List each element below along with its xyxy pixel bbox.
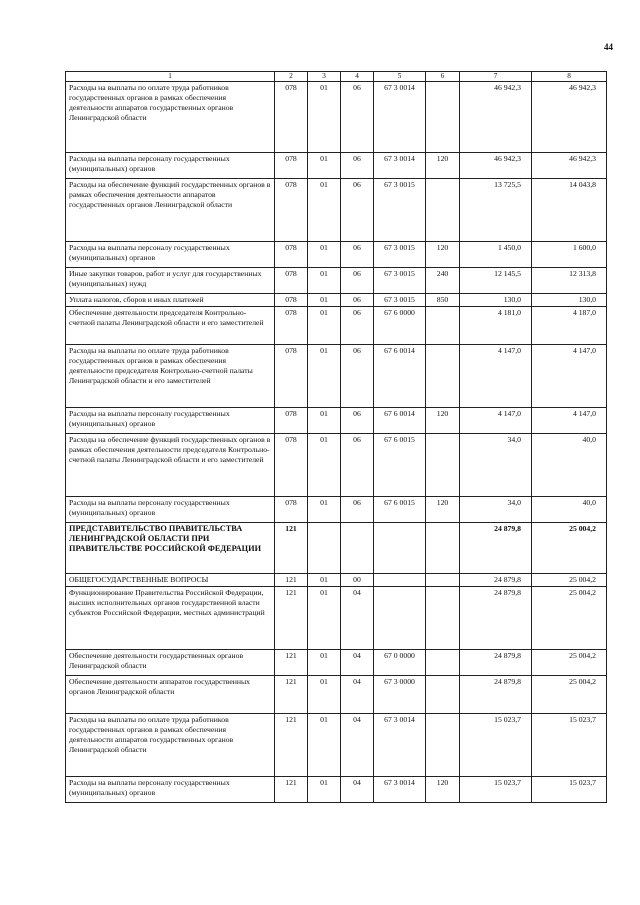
amount-year-2-cell: 46 942,3 — [532, 82, 607, 153]
amount-year-2-cell: 40,0 — [532, 497, 607, 523]
table-row — [66, 268, 607, 294]
target-item-cell: 67 6 0014 — [374, 345, 426, 408]
subsection-code-cell: 06 — [341, 268, 374, 294]
section-code-cell: 01 — [308, 153, 341, 179]
subsection-code-cell: 04 — [341, 676, 374, 714]
row-name-cell: Расходы на выплаты персоналу государственных (муниципальных) органов — [66, 777, 275, 803]
row-name-cell: Расходы на выплаты по оплате труда работников государственных органов в рамках обеспечения деятельности председателя Контрольно-счетной палаты Ленинградской области и его заместителей — [66, 345, 275, 408]
table-row — [66, 650, 607, 676]
row-name-cell: Расходы на выплаты персоналу государственных (муниципальных) органов — [66, 408, 275, 434]
chapter-code-cell: 078 — [275, 82, 308, 153]
amount-year-2-cell: 4 147,0 — [532, 408, 607, 434]
chapter-code-cell: 121 — [275, 714, 308, 777]
target-item-cell: 67 0 0000 — [374, 650, 426, 676]
expense-type-cell: 120 — [426, 153, 460, 179]
expense-type-cell: 120 — [426, 497, 460, 523]
section-code-cell: 01 — [308, 587, 341, 650]
row-name-cell: Расходы на выплаты персоналу государственных (муниципальных) органов — [66, 153, 275, 179]
chapter-code-cell: 078 — [275, 497, 308, 523]
amount-year-1-cell: 4 181,0 — [460, 307, 532, 345]
table-row — [66, 408, 607, 434]
amount-year-1-cell: 24 879,8 — [460, 676, 532, 714]
amount-year-2-cell: 15 023,7 — [532, 777, 607, 803]
subsection-code-cell: 06 — [341, 153, 374, 179]
subsection-code-cell: 06 — [341, 497, 374, 523]
target-item-cell: 67 3 0015 — [374, 294, 426, 307]
target-item-cell: 67 3 0014 — [374, 714, 426, 777]
amount-year-2-cell: 4 147,0 — [532, 345, 607, 408]
column-number: 3 — [308, 72, 341, 82]
amount-year-2-cell: 25 004,2 — [532, 676, 607, 714]
chapter-code-cell: 078 — [275, 153, 308, 179]
expense-type-cell — [426, 82, 460, 153]
table-row — [66, 714, 607, 777]
section-code-cell: 01 — [308, 714, 341, 777]
section-code-cell: 01 — [308, 307, 341, 345]
row-name-cell: Расходы на выплаты персоналу государственных (муниципальных) органов — [66, 242, 275, 268]
subsection-code-cell: 06 — [341, 345, 374, 408]
table-row — [66, 153, 607, 179]
target-item-cell — [374, 523, 426, 574]
amount-year-1-cell: 24 879,8 — [460, 574, 532, 587]
amount-year-1-cell: 12 145,5 — [460, 268, 532, 294]
chapter-code-cell: 078 — [275, 345, 308, 408]
amount-year-1-cell: 46 942,3 — [460, 153, 532, 179]
target-item-cell: 67 3 0015 — [374, 242, 426, 268]
expense-type-cell — [426, 523, 460, 574]
column-number-row — [66, 72, 607, 82]
amount-year-1-cell: 46 942,3 — [460, 82, 532, 153]
expense-type-cell — [426, 574, 460, 587]
amount-year-1-cell: 4 147,0 — [460, 345, 532, 408]
target-item-cell: 67 6 0014 — [374, 408, 426, 434]
chapter-code-cell: 078 — [275, 408, 308, 434]
subsection-code-cell: 00 — [341, 574, 374, 587]
amount-year-1-cell: 34,0 — [460, 497, 532, 523]
row-name-cell: Функционирование Правительства Российской Федерации, высших исполнительных органов государственной власти субъектов Российской Федерации, местных администраций — [66, 587, 275, 650]
expense-type-cell: 850 — [426, 294, 460, 307]
amount-year-2-cell: 15 023,7 — [532, 714, 607, 777]
amount-year-2-cell: 14 043,8 — [532, 179, 607, 242]
amount-year-2-cell: 130,0 — [532, 294, 607, 307]
section-code-cell: 01 — [308, 242, 341, 268]
row-name-cell: Расходы на обеспечение функций государственных органов в рамках обеспечения деятельности аппаратов государственных органов Ленинградской области — [66, 179, 275, 242]
column-number: 1 — [66, 72, 275, 82]
table-row — [66, 294, 607, 307]
section-code-cell: 01 — [308, 777, 341, 803]
chapter-code-cell: 121 — [275, 676, 308, 714]
subsection-code-cell — [341, 523, 374, 574]
target-item-cell: 67 3 0014 — [374, 82, 426, 153]
column-number: 7 — [460, 72, 532, 82]
amount-year-2-cell: 25 004,2 — [532, 523, 607, 574]
expense-type-cell — [426, 676, 460, 714]
target-item-cell: 67 3 0015 — [374, 179, 426, 242]
amount-year-1-cell: 34,0 — [460, 434, 532, 497]
chapter-code-cell: 078 — [275, 294, 308, 307]
section-code-cell: 01 — [308, 408, 341, 434]
table-row — [66, 179, 607, 242]
section-code-cell — [308, 523, 341, 574]
expense-type-cell — [426, 307, 460, 345]
table-row — [66, 497, 607, 523]
subsection-code-cell: 06 — [341, 307, 374, 345]
row-name-cell: Расходы на выплаты по оплате труда работников государственных органов в рамках обеспечения деятельности аппаратов государственных органов Ленинградской области — [66, 714, 275, 777]
row-name-cell: Расходы на выплаты персоналу государственных (муниципальных) органов — [66, 497, 275, 523]
subsection-code-cell: 06 — [341, 82, 374, 153]
expense-type-cell — [426, 714, 460, 777]
section-code-cell: 01 — [308, 434, 341, 497]
row-name-cell: ПРЕДСТАВИТЕЛЬСТВО ПРАВИТЕЛЬСТВА ЛЕНИНГРАДСКОЙ ОБЛАСТИ ПРИ ПРАВИТЕЛЬСТВЕ РОССИЙСКОЙ ФЕДЕРАЦИИ — [66, 523, 275, 574]
table-row — [66, 434, 607, 497]
table-row — [66, 574, 607, 587]
amount-year-1-cell: 24 879,8 — [460, 587, 532, 650]
chapter-code-cell: 121 — [275, 523, 308, 574]
row-name-cell: ОБЩЕГОСУДАРСТВЕННЫЕ ВОПРОСЫ — [66, 574, 275, 587]
row-name-cell: Обеспечение деятельности председателя Контрольно-счетной палаты Ленинградской области и его заместителей — [66, 307, 275, 345]
column-number: 5 — [374, 72, 426, 82]
expense-type-cell — [426, 179, 460, 242]
chapter-code-cell: 078 — [275, 434, 308, 497]
subsection-code-cell: 04 — [341, 714, 374, 777]
expense-type-cell — [426, 434, 460, 497]
subsection-code-cell: 04 — [341, 777, 374, 803]
amount-year-1-cell: 130,0 — [460, 294, 532, 307]
section-code-cell: 01 — [308, 82, 341, 153]
target-item-cell: 67 3 0014 — [374, 153, 426, 179]
row-name-cell: Обеспечение деятельности государственных органов Ленинградской области — [66, 650, 275, 676]
amount-year-2-cell: 46 942,3 — [532, 153, 607, 179]
chapter-code-cell: 078 — [275, 268, 308, 294]
amount-year-2-cell: 40,0 — [532, 434, 607, 497]
expense-type-cell: 120 — [426, 242, 460, 268]
subsection-code-cell: 06 — [341, 242, 374, 268]
target-item-cell: 67 6 0000 — [374, 307, 426, 345]
page-number: 44 — [604, 42, 613, 52]
expense-type-cell: 120 — [426, 777, 460, 803]
section-code-cell: 01 — [308, 268, 341, 294]
target-item-cell — [374, 587, 426, 650]
amount-year-2-cell: 4 187,0 — [532, 307, 607, 345]
subsection-code-cell: 06 — [341, 408, 374, 434]
table-row — [66, 523, 607, 574]
row-name-cell: Уплата налогов, сборов и иных платежей — [66, 294, 275, 307]
amount-year-1-cell: 15 023,7 — [460, 714, 532, 777]
amount-year-1-cell: 13 725,5 — [460, 179, 532, 242]
chapter-code-cell: 078 — [275, 307, 308, 345]
target-item-cell: 67 6 0015 — [374, 497, 426, 523]
column-number: 4 — [341, 72, 374, 82]
column-number: 8 — [532, 72, 607, 82]
amount-year-2-cell: 25 004,2 — [532, 587, 607, 650]
amount-year-1-cell: 24 879,8 — [460, 650, 532, 676]
subsection-code-cell: 06 — [341, 434, 374, 497]
amount-year-2-cell: 25 004,2 — [532, 650, 607, 676]
table-row — [66, 676, 607, 714]
amount-year-2-cell: 25 004,2 — [532, 574, 607, 587]
section-code-cell: 01 — [308, 676, 341, 714]
row-name-cell: Расходы на выплаты по оплате труда работников государственных органов в рамках обеспечения деятельности аппаратов государственных органов Ленинградской области — [66, 82, 275, 153]
chapter-code-cell: 121 — [275, 777, 308, 803]
chapter-code-cell: 078 — [275, 179, 308, 242]
chapter-code-cell: 121 — [275, 574, 308, 587]
amount-year-2-cell: 1 600,0 — [532, 242, 607, 268]
chapter-code-cell: 121 — [275, 587, 308, 650]
amount-year-1-cell: 1 450,0 — [460, 242, 532, 268]
section-code-cell: 01 — [308, 179, 341, 242]
row-name-cell: Расходы на обеспечение функций государственных органов в рамках обеспечения деятельности председателя Контрольно-счетной палаты Ленинградской области и его заместителей — [66, 434, 275, 497]
subsection-code-cell: 04 — [341, 587, 374, 650]
expense-type-cell: 120 — [426, 408, 460, 434]
column-number: 6 — [426, 72, 460, 82]
chapter-code-cell: 078 — [275, 242, 308, 268]
target-item-cell — [374, 574, 426, 587]
section-code-cell: 01 — [308, 574, 341, 587]
target-item-cell: 67 3 0000 — [374, 676, 426, 714]
subsection-code-cell: 06 — [341, 179, 374, 242]
subsection-code-cell: 04 — [341, 650, 374, 676]
section-code-cell: 01 — [308, 294, 341, 307]
target-item-cell: 67 3 0014 — [374, 777, 426, 803]
table-row — [66, 307, 607, 345]
amount-year-1-cell: 15 023,7 — [460, 777, 532, 803]
amount-year-1-cell: 4 147,0 — [460, 408, 532, 434]
expense-type-cell — [426, 650, 460, 676]
table-row — [66, 777, 607, 803]
column-number: 2 — [275, 72, 308, 82]
chapter-code-cell: 121 — [275, 650, 308, 676]
section-code-cell: 01 — [308, 497, 341, 523]
subsection-code-cell: 06 — [341, 294, 374, 307]
table-row — [66, 345, 607, 408]
amount-year-2-cell: 12 313,8 — [532, 268, 607, 294]
table-row — [66, 82, 607, 153]
target-item-cell: 67 6 0015 — [374, 434, 426, 497]
expense-type-cell: 240 — [426, 268, 460, 294]
target-item-cell: 67 3 0015 — [374, 268, 426, 294]
section-code-cell: 01 — [308, 650, 341, 676]
amount-year-1-cell: 24 879,8 — [460, 523, 532, 574]
section-code-cell: 01 — [308, 345, 341, 408]
table-row — [66, 242, 607, 268]
row-name-cell: Обеспечение деятельности аппаратов государственных органов Ленинградской области — [66, 676, 275, 714]
budget-table — [65, 71, 607, 803]
expense-type-cell — [426, 345, 460, 408]
expense-type-cell — [426, 587, 460, 650]
table-row — [66, 587, 607, 650]
row-name-cell: Иные закупки товаров, работ и услуг для государственных (муниципальных) нужд — [66, 268, 275, 294]
